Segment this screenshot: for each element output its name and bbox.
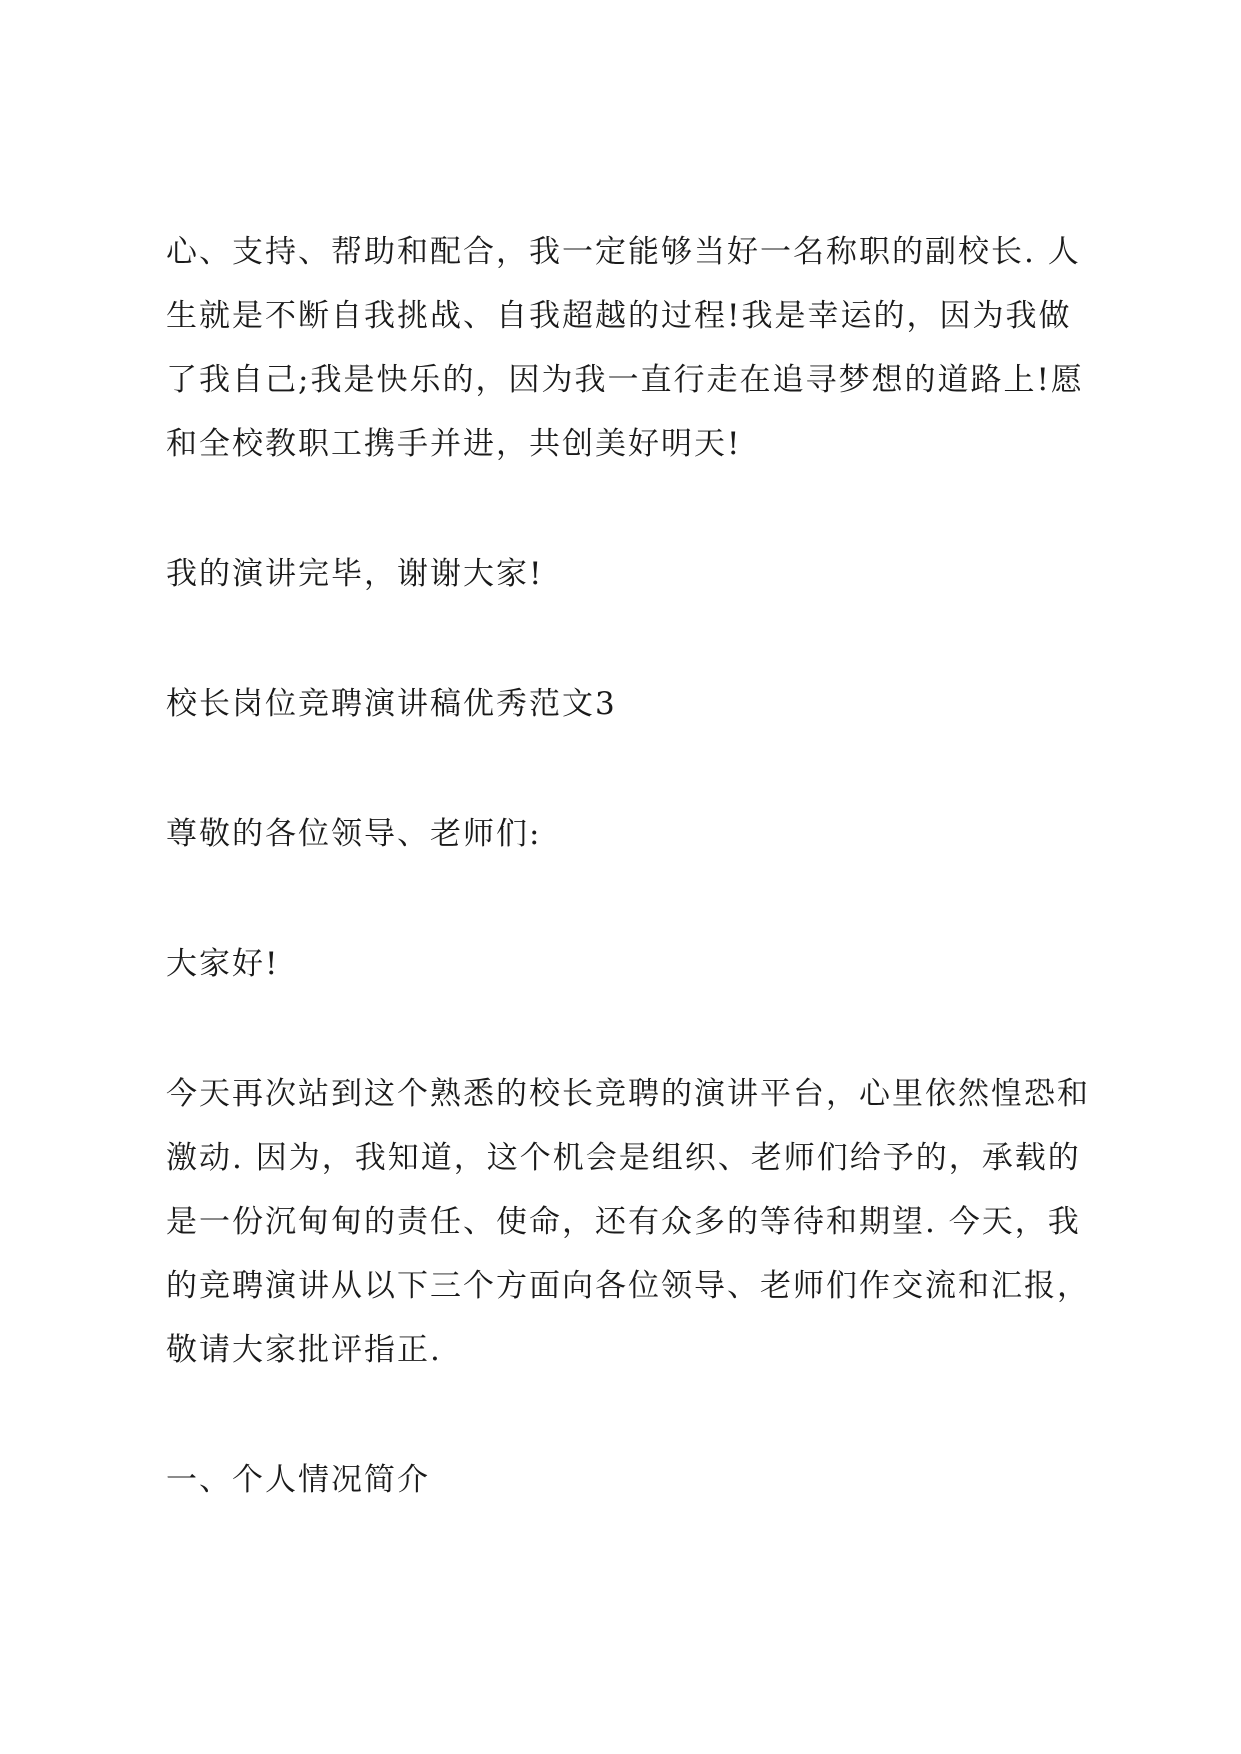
text-line: 敬请大家批评指正. — [166, 1332, 442, 1368]
text-line: 心、支持、帮助和配合，我一定能够当好一名称职的副校长. 人 — [166, 234, 1081, 270]
text-line: 是一份沉甸甸的责任、使命，还有众多的等待和期望. 今天，我 — [166, 1204, 1081, 1240]
text-line: 和全校教职工携手并进，共创美好明天! — [166, 426, 742, 462]
salutation: 尊敬的各位领导、老师们: — [166, 816, 542, 852]
text-line: 我的演讲完毕，谢谢大家! — [166, 556, 544, 592]
text-line: 生就是不断自我挑战、自我超越的过程!我是幸运的，因为我做 — [166, 298, 1072, 334]
section-heading: 一、个人情况简介 — [166, 1462, 430, 1498]
text-line: 激动. 因为，我知道，这个机会是组织、老师们给予的，承载的 — [166, 1140, 1081, 1176]
text-line: 今天再次站到这个熟悉的校长竞聘的演讲平台，心里依然惶恐和 — [166, 1076, 1090, 1112]
greeting: 大家好! — [166, 946, 280, 982]
text-line: 了我自己;我是快乐的，因为我一直行走在追寻梦想的道路上!愿 — [166, 362, 1084, 398]
section-heading: 校长岗位竞聘演讲稿优秀范文3 — [166, 686, 617, 722]
text-line: 的竞聘演讲从以下三个方面向各位领导、老师们作交流和汇报， — [166, 1268, 1090, 1304]
